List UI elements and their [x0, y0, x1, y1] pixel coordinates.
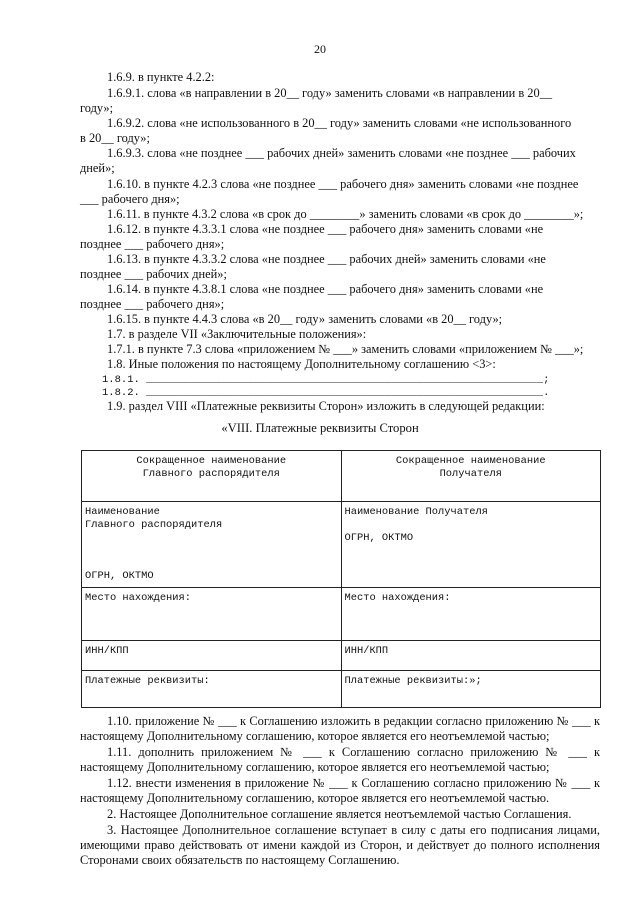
payment-details-table [81, 450, 601, 708]
clause-1-6-12: 1.6.12. в пункте 4.3.3.1 слова «не позднее ___ рабочего дня» заменить словами «не [107, 222, 544, 236]
header-cell-recipient [341, 451, 601, 502]
location-cell-main-manager: Место нахождения: [82, 588, 342, 641]
clause-1-12: 1.12. внести изменения в приложение № ___ к Соглашению согласно приложению № ___ к настоящему Дополнительному соглашению, которое является его неотъемлемой частью. [80, 776, 600, 805]
clause-1-8-1: 1.8.1. _______________________________________________________________; [102, 374, 550, 386]
payment-cell-main-manager: Платежные реквизиты: [82, 671, 342, 708]
clause-1-8-2: 1.8.2. _______________________________________________________________. [102, 387, 550, 399]
table-row [82, 641, 601, 671]
name-cell-main-manager [82, 502, 342, 588]
header-cell-main-manager [82, 451, 342, 502]
clause-1-6-9-1-cont: году»; [80, 101, 114, 115]
ogrn-recipient: ОГРН, ОКТМО [344, 532, 414, 544]
inn-cell-recipient: ИНН/КПП [341, 641, 601, 671]
clause-2: 2. Настоящее Дополнительное соглашение является неотъемлемой частью Соглашения. [107, 807, 572, 821]
clause-1-6-9-3-cont: дней»; [80, 161, 115, 175]
clause-1-6-13: 1.6.13. в пункте 4.3.3.2 слова «не позднее ___ рабочих дней» заменить словами «не [107, 252, 546, 266]
clause-1-11: 1.11. дополнить приложением № ___ к Соглашению согласно приложению № ___ к настоящему Дополнительному соглашению, которое является его неотъемлемой частью; [80, 745, 600, 774]
clause-1-7: 1.7. в разделе VII «Заключительные положения»: [107, 327, 367, 341]
clause-1-6-9-2: 1.6.9.2. слова «не использованного в 20__ году» заменить словами «не использованного [107, 116, 572, 130]
header-recipient-line2: Получателя [439, 468, 502, 480]
clause-1-6-14: 1.6.14. в пункте 4.3.8.1 слова «не позднее ___ рабочего дня» заменить словами «не [107, 282, 544, 296]
clause-1-10: 1.10. приложение № ___ к Соглашению изложить в редакции согласно приложению № ___ к настоящему Дополнительному соглашению, которое является его неотъемлемой частью; [80, 714, 600, 743]
clause-1-6-9-2-cont: в 20__ году»; [80, 131, 150, 145]
table-row [82, 588, 601, 641]
inn-cell-main-manager: ИНН/КПП [82, 641, 342, 671]
table-row [82, 502, 601, 588]
clause-1-6-13-cont: позднее ___ рабочих дней»; [80, 267, 227, 281]
clause-1-6-9: 1.6.9. в пункте 4.2.2: [107, 70, 215, 84]
page-number: 20 [314, 42, 326, 56]
header-main-manager-line1: Сокращенное наименование [136, 455, 287, 467]
clause-1-6-9-3: 1.6.9.3. слова «не позднее ___ рабочих дней» заменить словами «не позднее ___ рабочих [107, 146, 576, 160]
name-recipient: Наименование Получателя [344, 506, 488, 518]
payment-cell-recipient: Платежные реквизиты:»; [341, 671, 601, 708]
name-cell-recipient [341, 502, 601, 588]
name-main-manager-line2: Главного распорядителя [85, 519, 223, 531]
table-row [82, 671, 601, 708]
clause-1-7-1: 1.7.1. в пункте 7.3 слова «приложением № ___» заменить словами «приложением № ___»; [107, 342, 584, 356]
clause-1-6-9-1: 1.6.9.1. слова «в направлении в 20__ году» заменить словами «в направлении в 20__ [107, 86, 553, 100]
clause-1-6-11: 1.6.11. в пункте 4.3.2 слова «в срок до ________» заменить словами «в срок до ________»; [107, 207, 584, 221]
header-recipient-line1: Сокращенное наименование [395, 455, 546, 467]
clause-1-6-10-cont: ___ рабочего дня»; [80, 192, 180, 206]
clause-1-8: 1.8. Иные положения по настоящему Дополнительному соглашению <3>: [107, 357, 496, 371]
header-main-manager-line2: Главного распорядителя [142, 468, 280, 480]
clause-1-6-15: 1.6.15. в пункте 4.4.3 слова «в 20__ году» заменить словами «в 20__ году»; [107, 312, 503, 326]
clause-1-6-10: 1.6.10. в пункте 4.2.3 слова «не позднее ___ рабочего дня» заменить словами «не позднее [107, 177, 579, 191]
clause-3: 3. Настоящее Дополнительное соглашение вступает в силу с даты его подписания лицами, имеющими право действовать от имени каждой из Сторон, и действует до полного исполнения Сторонами своих обязательств по настоящему Соглашению. [80, 823, 600, 867]
clause-1-6-12-cont: позднее ___ рабочего дня»; [80, 237, 225, 251]
table-row [82, 451, 601, 502]
clause-1-6-14-cont: позднее ___ рабочего дня»; [80, 297, 225, 311]
name-main-manager-line1: Наименование [85, 506, 160, 518]
location-cell-recipient: Место нахождения: [341, 588, 601, 641]
clause-1-9: 1.9. раздел VIII «Платежные реквизиты Сторон» изложить в следующей редакции: [107, 399, 545, 413]
section-heading: «VIII. Платежные реквизиты Сторон [221, 421, 419, 435]
ogrn-main-manager: ОГРН, ОКТМО [85, 570, 154, 582]
